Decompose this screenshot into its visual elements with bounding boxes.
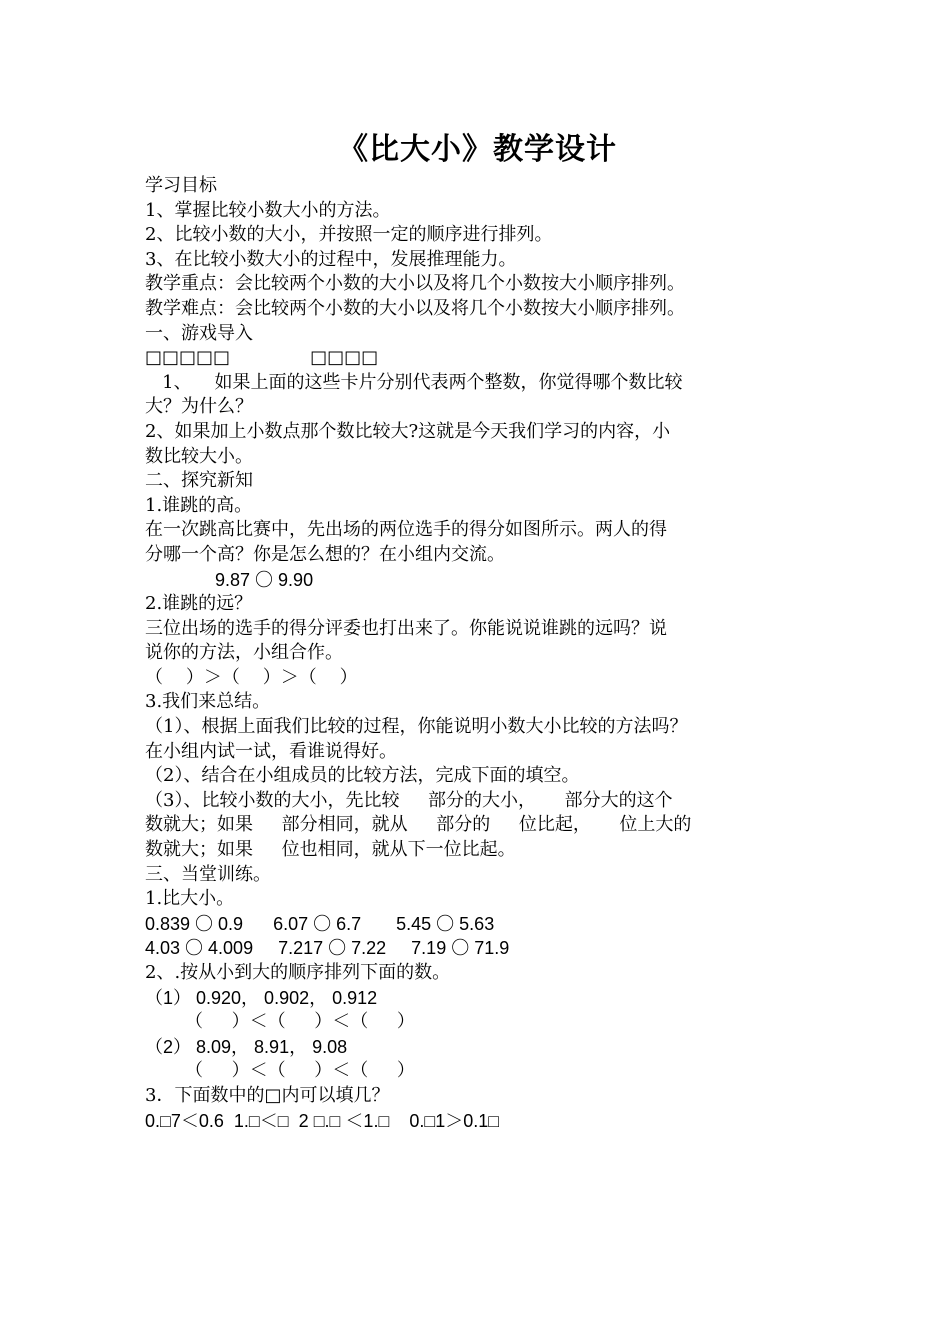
text-line: 三、当堂训练。 [145, 863, 271, 885]
text-line: （2）、结合在小组成员的比较方法，完成下面的填空。 [145, 765, 580, 787]
text-line: 三位出场的选手的得分评委也打出来了。你能说说谁跳的远吗？说 [145, 617, 667, 639]
text-line: 1、掌握比较小数大小的方法。 [145, 199, 391, 221]
text-line: 在小组内试一试，看谁说得好。 [145, 740, 397, 762]
text-line: 1、 如果上面的这些卡片分别代表两个整数，你觉得哪个数比较 [145, 371, 683, 393]
text-line: 2、比较小数的大小，并按照一定的顺序进行排列。 [145, 224, 553, 246]
text-line: 一、游戏导入 [145, 322, 253, 344]
text-line: （2） 8.09， 8.91， 9.08 [145, 1036, 348, 1057]
text-line: 4.03 〇 4.009 7.217 〇 7.22 7.19 〇 71.9 [145, 938, 510, 959]
text-line: 二、探究新知 [145, 470, 253, 492]
text-line: 3、在比较小数大小的过程中，发展推理能力。 [145, 248, 517, 270]
text-line: 教学难点：会比较两个小数的大小以及将几个小数按大小顺序排列。 [145, 297, 685, 319]
text-line: 分哪一个高？你是怎么想的？在小组内交流。 [145, 543, 505, 565]
text-line: 数就大；如果 部分相同，就从 部分的 位比起， 位上大的 [145, 814, 692, 836]
text-line: 数就大；如果 位也相同，就从下一位比起。 [145, 839, 516, 861]
text-line: 3．下面数中的□内可以填几？ [145, 1084, 390, 1106]
text-line: 在一次跳高比赛中，先出场的两位选手的得分如图所示。两人的得 [145, 519, 667, 541]
text-line: 数比较大小。 [145, 445, 253, 467]
text-line: 2.谁跳的远？ [145, 593, 253, 615]
text-line: 学习目标 [145, 175, 217, 196]
text-line: 说你的方法，小组合作。 [145, 642, 343, 664]
document-page [145, 128, 810, 1133]
text-line: 9.87 〇 9.90 [145, 569, 314, 590]
text-line: 2、如果加上小数点那个数比较大?这就是今天我们学习的内容，小 [145, 420, 671, 442]
text-line: （ ）＜（ ）＜（ ） [145, 1011, 415, 1033]
document-title: 《比大小》教学设计 [338, 132, 617, 167]
text-line: 大？为什么？ [145, 396, 253, 418]
text-line: 0.□7＜0.6 1.□＜□ 2 □.□ ＜1.□ 0.□1＞0.1□ [145, 1110, 500, 1131]
document-body [145, 174, 810, 1133]
text-line: 教学重点：会比较两个小数的大小以及将几个小数按大小顺序排列。 [145, 273, 685, 295]
text-line: （ ）＜（ ）＜（ ） [145, 1060, 415, 1082]
text-line: □□□□□ □□□□ [145, 347, 379, 369]
text-line: 1.谁跳的高。 [145, 494, 253, 516]
text-line: （1） 0.920， 0.902， 0.912 [145, 987, 378, 1008]
text-line: 2、.按从小到大的顺序排列下面的数。 [145, 962, 451, 983]
text-line: 1.比大小。 [145, 888, 235, 910]
text-line: （1）、根据上面我们比较的过程，你能说明小数大小比较的方法吗？ [145, 716, 688, 738]
text-line: （ ）＞（ ）＞（ ） [145, 666, 358, 688]
text-line: 0.839 〇 0.9 6.07 〇 6.7 5.45 〇 5.63 [145, 913, 495, 934]
text-line: （3）、比较小数的大小，先比较 部分的大小， 部分大的这个 [145, 789, 673, 811]
text-line: 3.我们来总结。 [145, 691, 271, 713]
